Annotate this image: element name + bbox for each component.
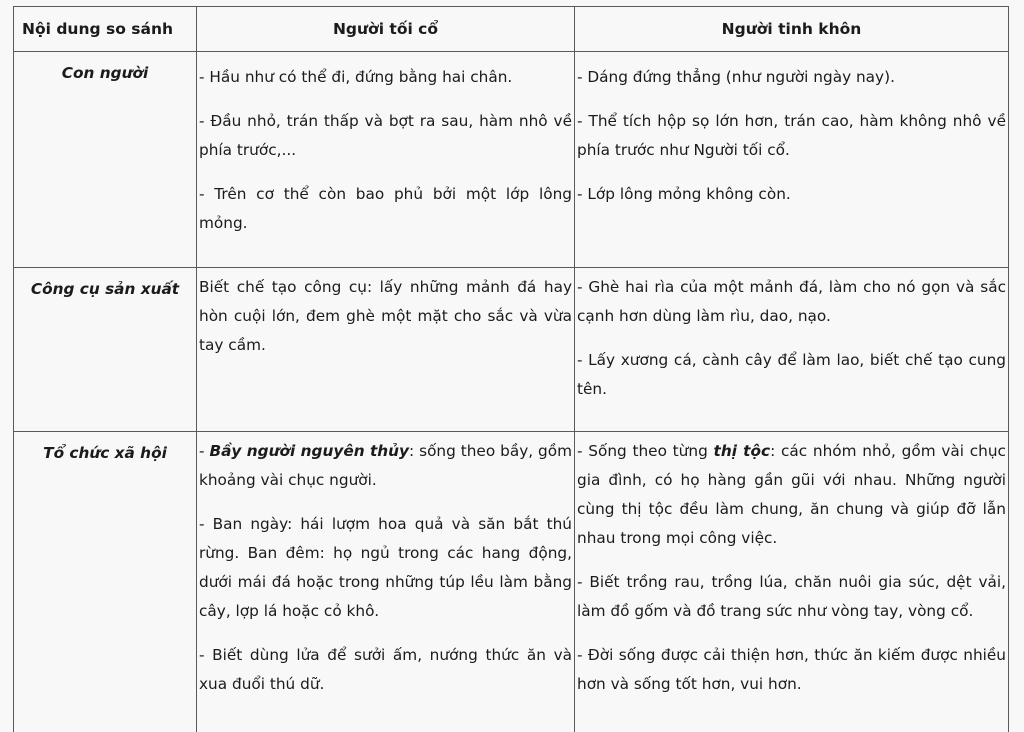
bold-term: thị tộc	[713, 442, 771, 460]
table-row	[14, 432, 1009, 732]
list-item: - Biết dùng lửa để sưởi ấm, nướng thức ăn và xua đuổi thú dữ.	[199, 646, 572, 693]
bold-term: Bầy người nguyên thủy	[209, 442, 410, 460]
cell-homo-erectus-human	[197, 52, 575, 268]
text-run: : sống theo bầy, gồm khoảng vài chục người.	[199, 442, 572, 489]
list-item: Biết chế tạo công cụ: lấy những mảnh đá hay hòn cuội lớn, đem ghè một mặt cho sắc và vừa tay cầm.	[199, 278, 572, 354]
table-row	[14, 268, 1009, 432]
list-item: - Hầu như có thể đi, đứng bằng hai chân.	[199, 68, 513, 86]
header-homo-erectus: Người tối cổ	[197, 7, 575, 52]
row-label-human: Con người	[14, 52, 197, 268]
cell-homo-erectus-tools	[197, 268, 575, 432]
text-run: -	[199, 442, 210, 460]
comparison-table	[13, 6, 1009, 732]
cell-homo-erectus-society	[197, 432, 575, 732]
list-item: - Đời sống được cải thiện hơn, thức ăn kiếm được nhiều hơn và sống tốt hơn, vui hơn.	[577, 646, 1006, 693]
text-run: - Sống theo từng	[577, 442, 714, 460]
table-row	[14, 52, 1009, 268]
list-item: - Biết trồng rau, trồng lúa, chăn nuôi gia súc, dệt vải, làm đồ gốm và đồ trang sức như vòng tay, vòng cổ.	[577, 573, 1006, 620]
header-homo-sapiens: Người tinh khôn	[575, 7, 1009, 52]
list-item: - Ghè hai rìa của một mảnh đá, làm cho nó gọn và sắc cạnh hơn dùng làm rìu, dao, nạo.	[577, 278, 1006, 325]
cell-homo-sapiens-society	[575, 432, 1009, 732]
list-item: - Thể tích hộp sọ lớn hơn, trán cao, hàm không nhô về phía trước như Người tối cổ.	[577, 112, 1006, 159]
text-run: : các nhóm nhỏ, gồm vài chục gia đình, có họ hàng gần gũi với nhau. Những người cùng thị tộc đều làm chung, ăn chung và giúp đỡ lẫn nhau trong mọi công việc.	[577, 442, 1006, 547]
list-item: - Lớp lông mỏng không còn.	[577, 185, 791, 203]
row-label-society: Tổ chức xã hội	[14, 432, 197, 732]
list-item	[199, 437, 572, 495]
header-row	[14, 7, 1009, 52]
list-item: - Trên cơ thể còn bao phủ bởi một lớp lông mỏng.	[199, 185, 572, 232]
row-label-tools: Công cụ sản xuất	[14, 268, 197, 432]
cell-homo-sapiens-tools	[575, 268, 1009, 432]
list-item	[577, 437, 1006, 553]
cell-homo-sapiens-human	[575, 52, 1009, 268]
list-item: - Đầu nhỏ, trán thấp và bợt ra sau, hàm nhô về phía trước,...	[199, 112, 572, 159]
header-criteria: Nội dung so sánh	[14, 7, 197, 52]
list-item: - Dáng đứng thẳng (như người ngày nay).	[577, 68, 895, 86]
list-item: - Ban ngày: hái lượm hoa quả và săn bắt thú rừng. Ban đêm: họ ngủ trong các hang động, dưới mái đá hoặc trong những túp lều làm bằng cây, lợp lá hoặc cỏ khô.	[199, 515, 572, 620]
list-item: - Lấy xương cá, cành cây để làm lao, biết chế tạo cung tên.	[577, 351, 1006, 398]
